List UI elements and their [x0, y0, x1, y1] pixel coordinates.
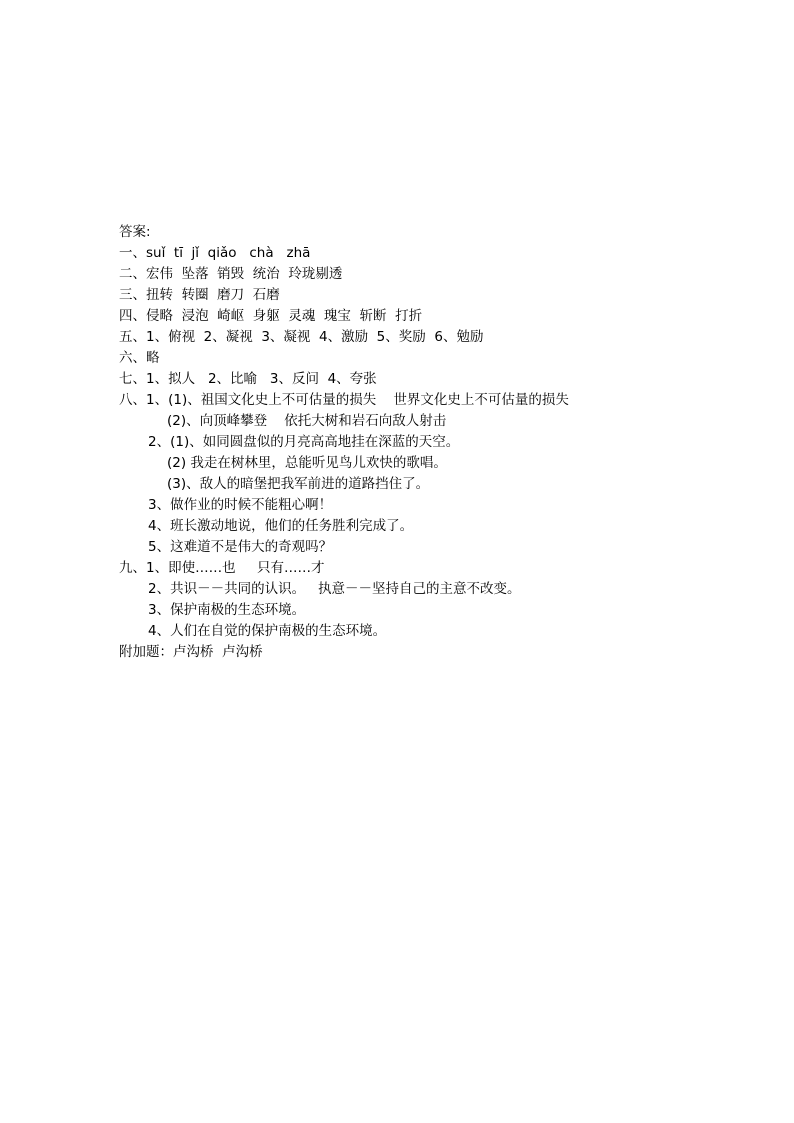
answer-line-7-rhetoric: 七、1、拟人 2、比喻 3、反问 4、夸张 — [119, 371, 377, 387]
answer-line-3-words: 三、扭转 转圈 磨刀 石磨 — [119, 287, 280, 303]
answer-title: 答案: — [119, 224, 151, 240]
answer-line-8-4: 4、班长激动地说，他们的任务胜利完成了。 — [148, 518, 414, 534]
answer-line-4-words: 四、侵略 浸泡 崎岖 身躯 灵魂 瑰宝 斩断 打折 — [119, 308, 423, 324]
answer-line-5-choices: 五、1、俯视 2、凝视 3、凝视 4、激励 5、奖励 6、勉励 — [119, 329, 484, 345]
answer-line-8-3: 3、做作业的时候不能粗心啊！ — [148, 497, 333, 513]
answer-line-8-1-2: (2)、向顶峰攀登 依托大树和岩石向敌人射击 — [167, 413, 447, 429]
answer-line-9-4: 4、人们在自觉的保护南极的生态环境。 — [148, 623, 387, 639]
answer-sheet — [119, 222, 679, 663]
answer-line-8-1-1: 八、1、(1)、祖国文化史上不可估量的损失 世界文化史上不可估量的损失 — [119, 392, 569, 408]
answer-line-8-2-1: 2、(1)、如同圆盘似的月亮高高地挂在深蓝的天空。 — [148, 434, 460, 450]
answer-line-9-1: 九、1、即使……也 只有……才 — [119, 560, 325, 576]
answer-line-8-2-2: (2) 我走在树林里，总能听见鸟儿欢快的歌唱。 — [167, 455, 447, 471]
answer-line-8-5: 5、这难道不是伟大的奇观吗？ — [148, 539, 333, 555]
answer-line-bonus: 附加题：卢沟桥 卢沟桥 — [119, 644, 263, 660]
answer-line-9-3: 3、保护南极的生态环境。 — [148, 602, 306, 618]
answer-line-8-2-3: (3)、敌人的暗堡把我军前进的道路挡住了。 — [167, 476, 430, 492]
answer-line-2-words: 二、宏伟 坠落 销毁 统治 玲珑剔透 — [119, 266, 343, 282]
answer-line-9-2: 2、共识－－共同的认识。 执意－－坚持自己的主意不改变。 — [148, 581, 521, 597]
answer-line-1-pinyin: 一、suǐ tī jǐ qiǎo chà zhā — [119, 245, 311, 261]
answer-line-6: 六、略 — [119, 350, 160, 366]
